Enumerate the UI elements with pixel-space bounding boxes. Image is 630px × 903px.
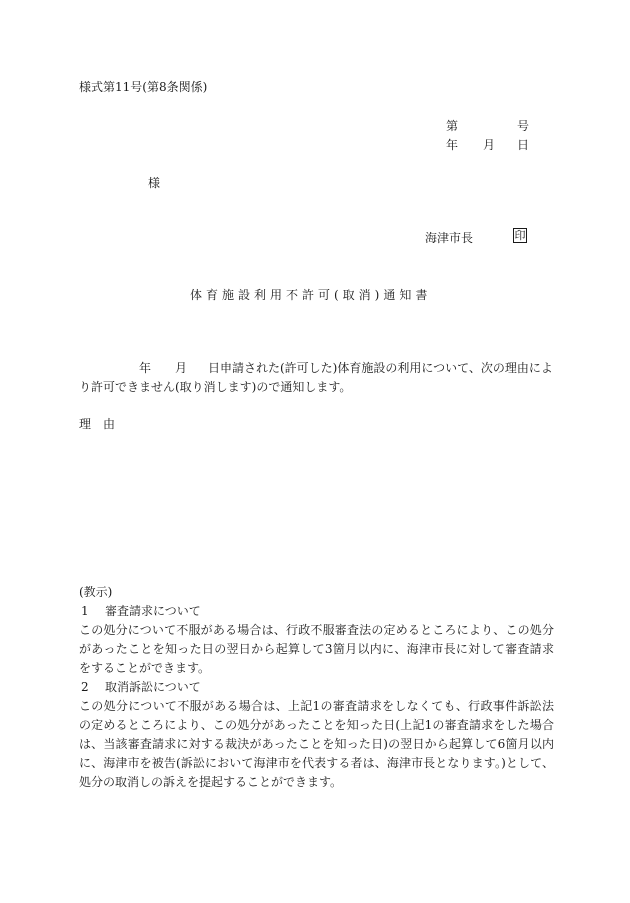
date-year-label: 年 <box>446 138 459 152</box>
document-number-suffix: 号 <box>517 119 530 133</box>
body-year-label: 年 <box>139 361 152 375</box>
notice-item-number: 1 <box>81 604 89 618</box>
document-number-label: 第 <box>446 119 459 133</box>
date-day-label: 日 <box>517 138 530 152</box>
document-title: 体育施設利用不許可(取消)通知書 <box>190 288 432 302</box>
notice-item-text: この処分について不服がある場合は、行政不服審査法の定めるところにより、この処分があったことを知った日の翌日から起算して3箇月以内に、海津市長に対して審査請求をすることができます。 <box>79 623 554 675</box>
body-text-line-1: 日申請された(許可した)体育施設の利用について、次の理由によ <box>208 361 553 375</box>
form-number: 様式第11号(第8条関係) <box>79 80 208 94</box>
notice-item-heading <box>79 602 554 621</box>
date-month-label: 月 <box>483 138 496 152</box>
body-text-line-2: り許可できません(取り消します)ので通知します。 <box>79 380 352 394</box>
notice-item-text: この処分について不服がある場合は、上記1の審査請求をしなくても、行政事件訴訟法の定めるところにより、この処分があったことを知った日(上記1の審査請求をした場合は、当該審査請求に対する裁決があったことを知った日)の翌日から起算して6箇月以内に、海津市を被告(訴訟において海津市を代表する者は、海津市長となります。)として、処分の取消しの訴えを提起することができます。 <box>79 699 554 789</box>
notice-section <box>79 583 554 792</box>
recipient-honorific: 様 <box>148 176 161 190</box>
body-month-label: 月 <box>175 361 188 375</box>
notice-item-heading <box>79 678 554 697</box>
reason-label: 理由 <box>79 417 128 431</box>
issuer-name: 海津市長 <box>425 231 474 245</box>
notice-heading: (教示) <box>79 585 113 599</box>
seal-mark: 印 <box>514 229 526 242</box>
notice-item-number: 2 <box>81 680 89 694</box>
notice-item-title: 取消訴訟について <box>105 680 201 694</box>
notice-item-title: 審査請求について <box>105 604 201 618</box>
